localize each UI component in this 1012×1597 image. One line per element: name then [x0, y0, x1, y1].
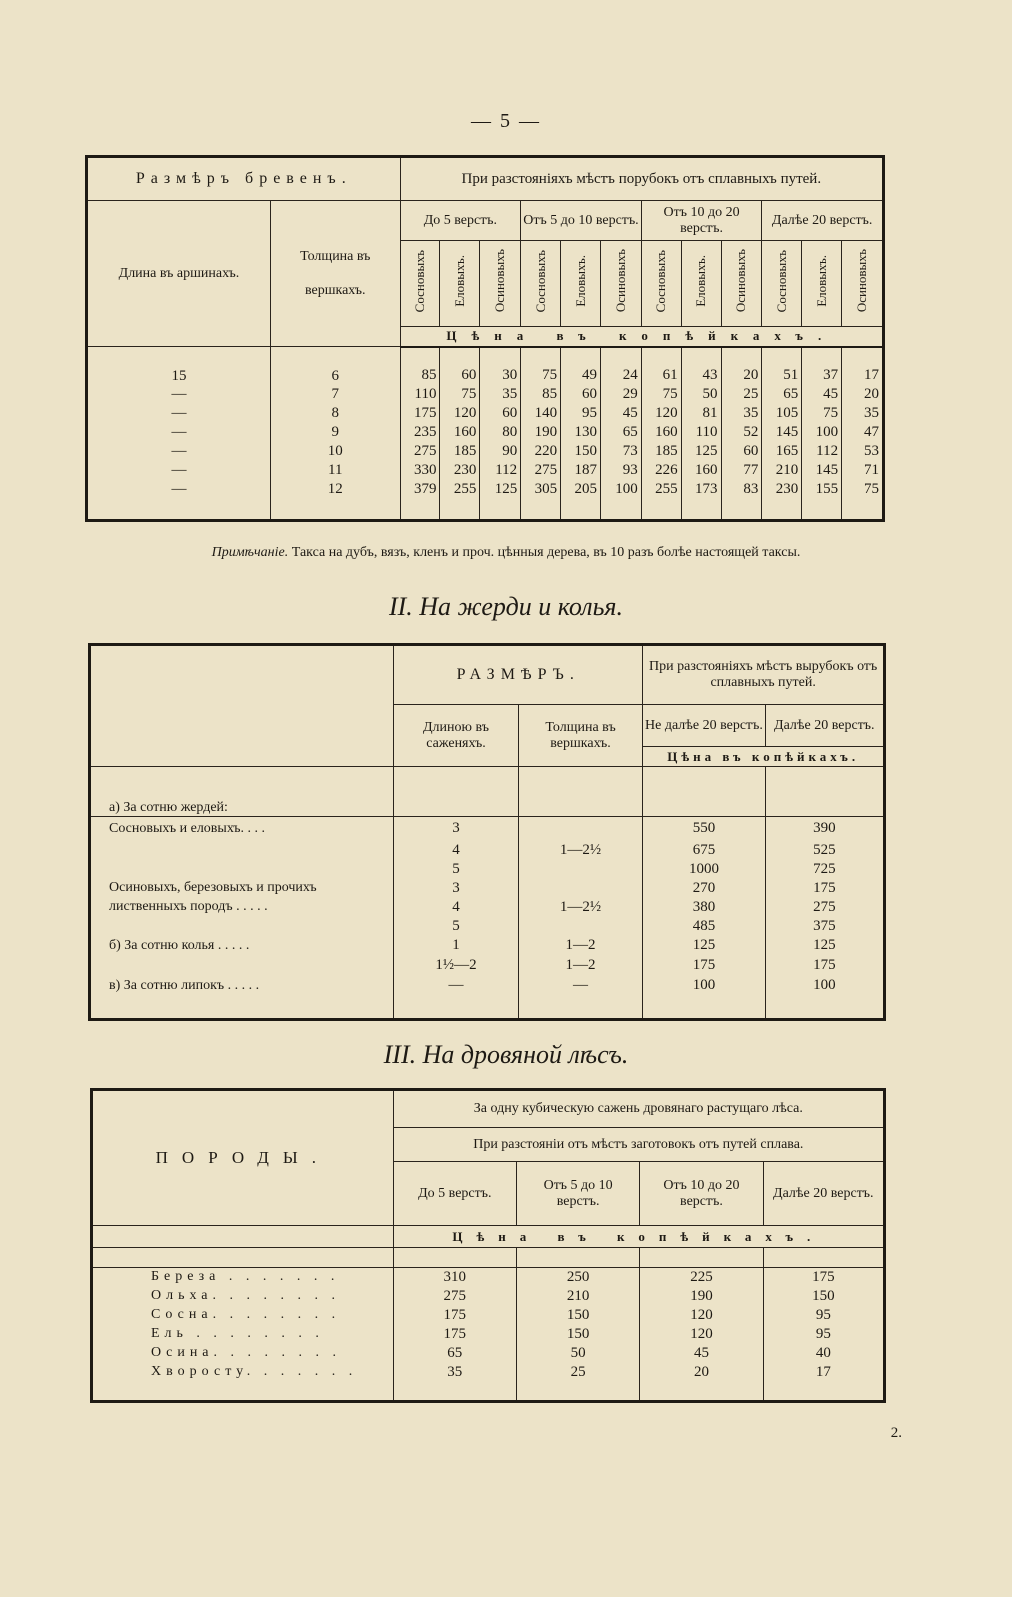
length-cell: — [87, 385, 271, 404]
price-cell: 255 [641, 480, 681, 499]
length-header: Длина въ аршинахъ. [87, 201, 271, 347]
length-cell: 5 [394, 917, 519, 936]
price-cell: 20 [721, 347, 762, 385]
size-header: РАЗМѢРЪ. [394, 645, 643, 705]
price-cell: 150 [763, 1287, 884, 1306]
price-cell: 20 [842, 385, 884, 404]
price-cell: 190 [521, 423, 561, 442]
price-cell: 20 [640, 1363, 763, 1382]
table-row [87, 442, 884, 461]
price-cell: 60 [480, 404, 521, 423]
range-header: Далѣе 20 верстъ. [762, 201, 884, 241]
log-price-table [85, 155, 885, 522]
species-header: Сосновыхъ [773, 249, 789, 313]
price-cell: 80 [480, 423, 521, 442]
table-row [92, 1306, 885, 1325]
price-cell: 485 [643, 917, 765, 936]
price-cell: 675 [643, 841, 765, 860]
price-cell: 65 [393, 1344, 516, 1363]
price-cell: 175 [765, 879, 884, 898]
price-cell: 525 [765, 841, 884, 860]
price-cell: 100 [765, 976, 884, 996]
price-cell: 25 [721, 385, 762, 404]
price-cell: 40 [763, 1344, 884, 1363]
price-cell: 17 [763, 1363, 884, 1382]
price-cell: 390 [765, 817, 884, 841]
length-cell: 1½—2 [394, 956, 519, 976]
price-cell: 110 [681, 423, 721, 442]
row-label [90, 956, 394, 976]
price-cell: 160 [440, 423, 480, 442]
distance-header: При разстояніяхъ мѣстъ порубокъ отъ сплавныхъ путей. [400, 157, 883, 201]
price-cell: 220 [521, 442, 561, 461]
length-cell: — [87, 461, 271, 480]
range-header: Не далѣе 20 верстъ. [643, 705, 765, 747]
price-cell: 95 [763, 1325, 884, 1344]
price-cell: 45 [600, 404, 641, 423]
price-cell: 45 [802, 385, 842, 404]
price-cell: 45 [640, 1344, 763, 1363]
length-cell: — [87, 404, 271, 423]
thickness-cell [518, 879, 643, 898]
price-cell: 150 [516, 1306, 639, 1325]
range-header: Отъ 10 до 20 верстъ. [640, 1162, 763, 1226]
thickness-cell: — [518, 976, 643, 996]
price-cell: 75 [521, 347, 561, 385]
row-label [90, 841, 394, 860]
price-caption: Цѣна въ копѣйкахъ. [393, 1226, 884, 1248]
price-cell: 112 [480, 461, 521, 480]
row-label [90, 917, 394, 936]
price-cell: 100 [600, 480, 641, 499]
species-name: Ольха. . . . . . . . [92, 1287, 394, 1306]
price-cell: 77 [721, 461, 762, 480]
thickness-cell: 10 [270, 442, 400, 461]
price-cell: 35 [480, 385, 521, 404]
table-row [87, 404, 884, 423]
species-header: Еловыхъ. [572, 255, 588, 307]
thickness-cell: 6 [270, 347, 400, 385]
price-cell: 81 [681, 404, 721, 423]
length-cell: 1 [394, 936, 519, 956]
species-header: Еловыхъ. [813, 255, 829, 307]
price-cell: 175 [643, 956, 765, 976]
species-header: ПОРОДЫ. [92, 1090, 394, 1226]
thickness-cell [518, 917, 643, 936]
price-cell: 75 [842, 480, 884, 499]
thickness-header: Толщина въ вершкахъ. [518, 705, 643, 767]
length-cell: 4 [394, 841, 519, 860]
price-cell: 90 [480, 442, 521, 461]
price-cell: 83 [721, 480, 762, 499]
table-row [87, 347, 884, 385]
price-cell: 125 [643, 936, 765, 956]
table-row [90, 956, 885, 976]
price-cell: 230 [440, 461, 480, 480]
species-header: Сосновыхъ [653, 249, 669, 313]
price-cell: 210 [516, 1287, 639, 1306]
price-cell: 50 [516, 1344, 639, 1363]
thickness-cell: 1—2 [518, 936, 643, 956]
price-cell: 47 [842, 423, 884, 442]
table-row [90, 841, 885, 860]
price-cell: 60 [561, 385, 601, 404]
price-cell: 550 [643, 817, 765, 841]
price-cell: 310 [393, 1268, 516, 1287]
price-cell: 35 [721, 404, 762, 423]
price-cell: 205 [561, 480, 601, 499]
table-row [92, 1287, 885, 1306]
species-header: Еловыхъ. [693, 255, 709, 307]
species-name: Хворосту. . . . . . . [92, 1363, 394, 1382]
price-cell: 60 [721, 442, 762, 461]
table-row [90, 936, 885, 956]
range-header: Далѣе 20 верстъ. [765, 705, 884, 747]
price-cell: 270 [643, 879, 765, 898]
species-name: Ель . . . . . . . . [92, 1325, 394, 1344]
price-cell: 112 [802, 442, 842, 461]
page-number: — 5 — [471, 110, 541, 132]
thickness-cell: 12 [270, 480, 400, 499]
row-label: лиственныхъ породъ . . . . . [90, 898, 394, 917]
thickness-cell: 9 [270, 423, 400, 442]
range-header: Отъ 5 до 10 верстъ. [516, 1162, 639, 1226]
length-cell: — [394, 976, 519, 996]
price-cell: 330 [400, 461, 440, 480]
table-row [90, 976, 885, 996]
price-cell: 1000 [643, 860, 765, 879]
price-cell: 75 [440, 385, 480, 404]
footnote-label: Примѣчаніе. [211, 545, 289, 560]
species-name: Осина. . . . . . . . [92, 1344, 394, 1363]
price-cell: 380 [643, 898, 765, 917]
price-cell: 85 [400, 347, 440, 385]
price-cell: 175 [393, 1325, 516, 1344]
thickness-cell [518, 817, 643, 841]
price-cell: 35 [393, 1363, 516, 1382]
thickness-cell: 7 [270, 385, 400, 404]
price-cell: 61 [641, 347, 681, 385]
footnote-text: Такса на дубъ, вязъ, кленъ и проч. цѣнныя дерева, въ 10 разъ болѣе настоящей таксы. [291, 545, 801, 560]
poles-price-table [88, 643, 886, 1021]
price-cell: 230 [762, 480, 802, 499]
price-cell: 190 [640, 1287, 763, 1306]
price-cell: 725 [765, 860, 884, 879]
price-cell: 165 [762, 442, 802, 461]
price-cell: 73 [600, 442, 641, 461]
row-label: Осиновыхъ, березовыхъ и прочихъ [90, 879, 394, 898]
signature-mark: 2. [890, 1425, 902, 1441]
price-cell: 65 [762, 385, 802, 404]
price-cell: 37 [802, 347, 842, 385]
price-cell: 150 [516, 1325, 639, 1344]
price-cell: 75 [802, 404, 842, 423]
price-cell: 210 [762, 461, 802, 480]
price-cell: 125 [765, 936, 884, 956]
price-cell: 71 [842, 461, 884, 480]
price-cell: 185 [641, 442, 681, 461]
price-cell: 226 [641, 461, 681, 480]
table-row [90, 898, 885, 917]
price-cell: 225 [640, 1268, 763, 1287]
table-row [90, 879, 885, 898]
price-cell: 95 [763, 1306, 884, 1325]
length-cell: 15 [87, 347, 271, 385]
price-cell: 175 [763, 1268, 884, 1287]
species-header: Осиновыхъ [492, 249, 508, 313]
price-cell: 379 [400, 480, 440, 499]
range-header: Далѣе 20 верстъ. [763, 1162, 884, 1226]
table-row [87, 461, 884, 480]
price-cell: 130 [561, 423, 601, 442]
price-cell: 150 [561, 442, 601, 461]
distance-header: При разстояніи отъ мѣстъ заготовокъ отъ путей сплава. [393, 1128, 884, 1162]
price-cell: 175 [400, 404, 440, 423]
table-row [92, 1363, 885, 1382]
price-cell: 120 [641, 404, 681, 423]
price-cell: 65 [600, 423, 641, 442]
row-label: в) За сотню липокъ . . . . . [90, 976, 394, 996]
price-cell: 50 [681, 385, 721, 404]
table-row [92, 1325, 885, 1344]
cube-header: За одну кубическую сажень дровянаго растущаго лѣса. [393, 1090, 884, 1128]
length-cell: 3 [394, 817, 519, 841]
thickness-cell: 1—2½ [518, 841, 643, 860]
price-cell: 85 [521, 385, 561, 404]
price-cell: 52 [721, 423, 762, 442]
price-cell: 125 [480, 480, 521, 499]
length-cell: 3 [394, 879, 519, 898]
price-cell: 100 [643, 976, 765, 996]
thickness-cell: 11 [270, 461, 400, 480]
length-cell: 4 [394, 898, 519, 917]
length-cell: — [87, 480, 271, 499]
price-cell: 100 [802, 423, 842, 442]
price-cell: 53 [842, 442, 884, 461]
price-cell: 175 [393, 1306, 516, 1325]
price-cell: 175 [765, 956, 884, 976]
price-cell: 275 [521, 461, 561, 480]
price-cell: 93 [600, 461, 641, 480]
price-cell: 275 [393, 1287, 516, 1306]
section-a-label: а) За сотню жердей: [90, 767, 394, 817]
price-cell: 185 [440, 442, 480, 461]
table-row [87, 423, 884, 442]
range-header: Отъ 10 до 20 верстъ. [641, 201, 762, 241]
price-cell: 43 [681, 347, 721, 385]
table-row [87, 480, 884, 499]
price-cell: 120 [640, 1306, 763, 1325]
price-cell: 110 [400, 385, 440, 404]
species-header: Осиновыхъ [854, 249, 870, 313]
length-cell: 5 [394, 860, 519, 879]
price-cell: 173 [681, 480, 721, 499]
row-label [90, 860, 394, 879]
section-heading-2: II. На жерди и колья. [388, 592, 624, 621]
length-cell: — [87, 423, 271, 442]
price-cell: 275 [400, 442, 440, 461]
price-cell: 25 [516, 1363, 639, 1382]
price-cell: 275 [765, 898, 884, 917]
footnote [0, 545, 1012, 561]
price-cell: 155 [802, 480, 842, 499]
section-heading-3: III. На дровяной лѣсъ. [383, 1040, 629, 1069]
thickness-cell [518, 860, 643, 879]
price-cell: 95 [561, 404, 601, 423]
row-label: Сосновыхъ и еловыхъ. . . . [90, 817, 394, 841]
length-cell: — [87, 442, 271, 461]
price-cell: 375 [765, 917, 884, 936]
price-cell: 305 [521, 480, 561, 499]
species-header: Сосновыхъ [532, 249, 548, 313]
price-cell: 125 [681, 442, 721, 461]
length-header: Длиною въ саженяхъ. [394, 705, 519, 767]
species-header: Еловыхъ. [451, 255, 467, 307]
firewood-price-table [90, 1088, 886, 1403]
thickness-cell: 8 [270, 404, 400, 423]
species-header: Осиновыхъ [733, 249, 749, 313]
price-caption: Цѣна въ копѣйкахъ. [400, 327, 883, 347]
price-cell: 35 [842, 404, 884, 423]
distance-header: При разстояніяхъ мѣстъ вырубокъ отъ сплавныхъ путей. [643, 645, 885, 705]
price-cell: 60 [440, 347, 480, 385]
species-header: Осиновыхъ [612, 249, 628, 313]
price-cell: 145 [762, 423, 802, 442]
price-cell: 120 [640, 1325, 763, 1344]
price-caption: Цѣна въ копѣйкахъ. [643, 747, 885, 767]
price-cell: 51 [762, 347, 802, 385]
species-header: Сосновыхъ [412, 249, 428, 313]
table-row [90, 860, 885, 879]
price-cell: 140 [521, 404, 561, 423]
price-cell: 255 [440, 480, 480, 499]
range-header: До 5 верстъ. [400, 201, 521, 241]
thickness-cell: 1—2 [518, 956, 643, 976]
range-header: Отъ 5 до 10 верстъ. [521, 201, 642, 241]
price-cell: 145 [802, 461, 842, 480]
thickness-header: Толщина въ вершкахъ. [270, 201, 400, 347]
table-row [87, 385, 884, 404]
species-name: Береза . . . . . . . [92, 1268, 394, 1287]
price-cell: 187 [561, 461, 601, 480]
price-cell: 49 [561, 347, 601, 385]
table-row [92, 1268, 885, 1287]
row-label: б) За сотню колья . . . . . [90, 936, 394, 956]
price-cell: 250 [516, 1268, 639, 1287]
price-cell: 29 [600, 385, 641, 404]
price-cell: 105 [762, 404, 802, 423]
price-cell: 160 [641, 423, 681, 442]
species-name: Сосна. . . . . . . . [92, 1306, 394, 1325]
table-row [90, 917, 885, 936]
price-cell: 160 [681, 461, 721, 480]
log-size-header: Размѣръ бревенъ. [87, 157, 401, 201]
price-cell: 75 [641, 385, 681, 404]
price-cell: 17 [842, 347, 884, 385]
range-header: До 5 верстъ. [393, 1162, 516, 1226]
table-row [92, 1344, 885, 1363]
price-cell: 235 [400, 423, 440, 442]
thickness-cell: 1—2½ [518, 898, 643, 917]
price-cell: 30 [480, 347, 521, 385]
price-cell: 120 [440, 404, 480, 423]
table-row [90, 817, 885, 841]
price-cell: 24 [600, 347, 641, 385]
